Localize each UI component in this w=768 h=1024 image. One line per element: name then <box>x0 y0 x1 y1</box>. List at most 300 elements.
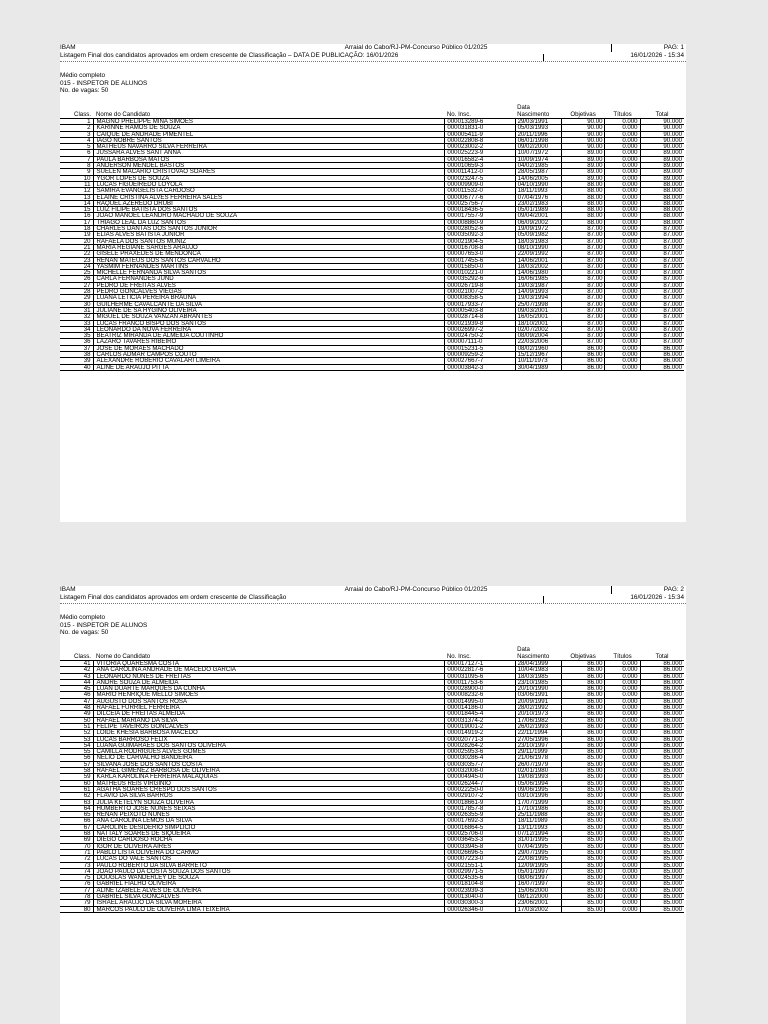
class-cell: 69 <box>60 837 94 843</box>
name-cell: LUCAS FRANCO BISPO DOS SANTOS <box>94 320 445 326</box>
insc-cell: 000021551-1 <box>445 862 515 868</box>
class-cell: 71 <box>60 849 94 855</box>
insc-cell: 000008860-9 <box>445 219 515 225</box>
birth-cell: 28/02/1992 <box>515 705 561 711</box>
col-tit: Títulos <box>605 101 640 119</box>
name-cell: GISELE PRAXEDES DE MENDONCA <box>94 251 445 257</box>
name-cell: RENAN MATEUS DOS SANTOS CARVALHO <box>94 257 445 263</box>
class-cell: 62 <box>60 793 94 799</box>
insc-cell: 000018436-5 <box>445 207 515 213</box>
class-cell: 56 <box>60 755 94 761</box>
tit-cell: 0.000 <box>605 849 640 855</box>
birth-cell: 07/04/1976 <box>515 194 561 200</box>
name-cell: THIAGO LEAL DA LUZ SANTOS <box>94 219 445 225</box>
insc-cell: 000025953-6 <box>445 749 515 755</box>
tit-cell: 0.000 <box>605 717 640 723</box>
header-rule <box>60 61 686 62</box>
name-cell: AGATHA SOARES CRESPO DOS SANTOS <box>94 786 445 792</box>
total-cell: 87.000 <box>640 301 684 307</box>
total-cell: 90.000 <box>640 131 684 137</box>
birth-cell: 09/04/2001 <box>515 213 561 219</box>
total-cell: 88.000 <box>640 207 684 213</box>
insc-cell: 000008358-5 <box>445 295 515 301</box>
total-cell: 86.000 <box>640 686 684 692</box>
birth-cell: 03/06/1991 <box>515 692 561 698</box>
name-cell: VITORIA QUARESMA COSTA <box>94 661 445 667</box>
obj-cell: 88.00 <box>561 200 605 206</box>
tit-cell: 0.000 <box>605 156 640 162</box>
name-cell: PAULA BARBOSA MATOS <box>94 156 445 162</box>
tit-cell: 0.000 <box>605 887 640 893</box>
insc-cell: 000026719-8 <box>445 282 515 288</box>
insc-cell: 000026346-0 <box>445 906 515 912</box>
total-cell: 85.000 <box>640 862 684 868</box>
insc-cell: 000007653-0 <box>445 251 515 257</box>
name-cell: LUIZ FILIPE BATISTA DOS SANTOS <box>94 207 445 213</box>
col-class: Class. <box>60 643 94 661</box>
results-table <box>60 101 684 371</box>
tit-cell: 0.000 <box>605 900 640 906</box>
birth-cell: 08/02/1960 <box>515 345 561 351</box>
name-cell: CAROLINE DESIDERIO SIMPLICIO <box>94 824 445 830</box>
total-cell: 85.000 <box>640 755 684 761</box>
birth-cell: 17/10/1986 <box>515 805 561 811</box>
tit-cell: 0.000 <box>605 364 640 370</box>
tit-cell: 0.000 <box>605 906 640 912</box>
table-row <box>60 364 684 370</box>
insc-cell: 000017692-3 <box>445 818 515 824</box>
birth-cell: 05/01/1997 <box>515 868 561 874</box>
table-header-row <box>60 643 684 661</box>
insc-cell: 000036453-3 <box>445 837 515 843</box>
class-cell: 11 <box>60 181 94 187</box>
birth-cell: 03/10/1996 <box>515 793 561 799</box>
insc-cell: 000026696-5 <box>445 849 515 855</box>
tit-cell: 0.000 <box>605 730 640 736</box>
tit-cell: 0.000 <box>605 868 640 874</box>
total-cell: 88.000 <box>640 200 684 206</box>
birth-cell: 29/11/1999 <box>515 749 561 755</box>
class-cell: 76 <box>60 881 94 887</box>
birth-cell: 18/10/2001 <box>515 320 561 326</box>
class-cell: 59 <box>60 774 94 780</box>
birth-cell: 14/06/2001 <box>515 257 561 263</box>
class-cell: 25 <box>60 270 94 276</box>
name-cell: LEONARDO NUNES DE FREITAS <box>94 673 445 679</box>
birth-cell: 09/02/2000 <box>515 144 561 150</box>
obj-cell: 86.00 <box>561 723 605 729</box>
class-cell: 14 <box>60 200 94 206</box>
name-cell: GABRIEL SILVA GONCALVES <box>94 893 445 899</box>
class-cell: 39 <box>60 358 94 364</box>
obj-cell: 87.00 <box>561 307 605 313</box>
birth-cell: 26/02/1993 <box>515 723 561 729</box>
birth-cell: 14/06/1980 <box>515 270 561 276</box>
birth-cell: 02/07/2002 <box>515 326 561 332</box>
obj-cell: 87.00 <box>561 333 605 339</box>
insc-cell: 000022808-8 <box>445 137 515 143</box>
tit-cell: 0.000 <box>605 200 640 206</box>
class-cell: 27 <box>60 282 94 288</box>
position-info <box>60 614 686 637</box>
insc-cell: 000025223-9 <box>445 150 515 156</box>
birth-cell: 05/03/1993 <box>515 125 561 131</box>
class-cell: 2 <box>60 125 94 131</box>
name-cell: MAGNO PHELIPPE MINA SIMOES <box>94 119 445 125</box>
tit-cell: 0.000 <box>605 679 640 685</box>
tit-cell: 0.000 <box>605 768 640 774</box>
obj-cell: 87.00 <box>561 276 605 282</box>
header-divider <box>543 596 544 603</box>
tit-cell: 0.000 <box>605 358 640 364</box>
class-cell: 61 <box>60 786 94 792</box>
name-cell: LEONARDO DA NOVA FERREIRA <box>94 326 445 332</box>
insc-cell: 000028714-8 <box>445 314 515 320</box>
total-cell: 86.000 <box>640 692 684 698</box>
class-cell: 16 <box>60 213 94 219</box>
insc-cell: 000003842-3 <box>445 364 515 370</box>
birth-cell: 21/06/1978 <box>515 755 561 761</box>
tit-cell: 0.000 <box>605 345 640 351</box>
insc-cell: 000014995-0 <box>445 698 515 704</box>
class-cell: 54 <box>60 742 94 748</box>
tit-cell: 0.000 <box>605 805 640 811</box>
birth-cell: 09/03/2001 <box>515 307 561 313</box>
obj-cell: 87.00 <box>561 251 605 257</box>
name-cell: KARINNE RAMOS DE SOUZA <box>94 125 445 131</box>
tit-cell: 0.000 <box>605 339 640 345</box>
obj-cell: 86.00 <box>561 698 605 704</box>
obj-cell: 85.00 <box>561 887 605 893</box>
name-cell: FLAVIO DA SILVA BARROS <box>94 793 445 799</box>
class-cell: 41 <box>60 661 94 667</box>
name-cell: JOAO PAULO DA COSTA SOUZA DOS SANTOS <box>94 868 445 874</box>
total-cell: 90.000 <box>640 137 684 143</box>
birth-cell: 25/07/1998 <box>515 301 561 307</box>
class-cell: 8 <box>60 163 94 169</box>
vacancies-count: No. de vagas: 50 <box>60 629 109 637</box>
insc-cell: 000030300-3 <box>445 900 515 906</box>
table-row <box>60 906 684 912</box>
class-cell: 40 <box>60 364 94 370</box>
obj-cell: 90.00 <box>561 131 605 137</box>
total-cell: 87.000 <box>640 232 684 238</box>
col-insc: No. Insc. <box>445 643 515 661</box>
insc-cell: 000025756-7 <box>445 200 515 206</box>
total-cell: 88.000 <box>640 219 684 225</box>
insc-cell: 000022817-6 <box>445 667 515 673</box>
birth-cell: 22/08/1995 <box>515 856 561 862</box>
obj-cell: 89.00 <box>561 169 605 175</box>
birth-cell: 14/09/1993 <box>515 289 561 295</box>
obj-cell: 88.00 <box>561 213 605 219</box>
total-cell: 90.000 <box>640 144 684 150</box>
birth-cell: 04/10/1990 <box>515 181 561 187</box>
insc-cell: 000019001-2 <box>445 723 515 729</box>
birth-cell: 08/12/2000 <box>515 893 561 899</box>
class-cell: 72 <box>60 856 94 862</box>
insc-cell: 000026244-7 <box>445 780 515 786</box>
obj-cell: 86.00 <box>561 717 605 723</box>
tit-cell: 0.000 <box>605 799 640 805</box>
tit-cell: 0.000 <box>605 736 640 742</box>
birth-cell: 16/05/2001 <box>515 314 561 320</box>
insc-cell: 000026355-9 <box>445 812 515 818</box>
class-cell: 78 <box>60 893 94 899</box>
obj-cell: 86.00 <box>561 345 605 351</box>
birth-cell: 28/04/1999 <box>515 661 561 667</box>
total-cell: 87.000 <box>640 333 684 339</box>
total-cell: 87.000 <box>640 263 684 269</box>
name-cell: MARCOS PAULO DE OLIVEIRA LIMA TEIXEIRA <box>94 906 445 912</box>
class-cell: 58 <box>60 768 94 774</box>
header-divider <box>611 586 612 594</box>
total-cell: 85.000 <box>640 856 684 862</box>
insc-cell: 000020771-3 <box>445 736 515 742</box>
obj-cell: 89.00 <box>561 175 605 181</box>
total-cell: 85.000 <box>640 843 684 849</box>
tit-cell: 0.000 <box>605 181 640 187</box>
tit-cell: 0.000 <box>605 295 640 301</box>
col-tit: Títulos <box>605 643 640 661</box>
print-datetime: 16/01/2026 - 15:34 <box>630 51 684 59</box>
class-cell: 18 <box>60 226 94 232</box>
name-cell: MATHEUS REIS VIRGINIO <box>94 780 445 786</box>
birth-cell: 16/06/1985 <box>515 276 561 282</box>
insc-cell: 000010221-0 <box>445 270 515 276</box>
total-cell: 85.000 <box>640 780 684 786</box>
class-cell: 64 <box>60 805 94 811</box>
insc-cell: 000028264-2 <box>445 742 515 748</box>
tit-cell: 0.000 <box>605 686 640 692</box>
tit-cell: 0.000 <box>605 780 640 786</box>
total-cell: 89.000 <box>640 150 684 156</box>
birth-cell: 07/12/1994 <box>515 831 561 837</box>
position-name: 015 - INSPETOR DE ALUNOS <box>60 79 148 87</box>
birth-cell: 22/11/1994 <box>515 730 561 736</box>
obj-cell: 85.00 <box>561 875 605 881</box>
obj-cell: 87.00 <box>561 232 605 238</box>
org-name: IBAM <box>60 586 76 593</box>
name-cell: GUILHERME CAVALCANTE DA SILVA <box>94 301 445 307</box>
total-cell: 88.000 <box>640 194 684 200</box>
tit-cell: 0.000 <box>605 824 640 830</box>
insc-cell: 000013289-6 <box>445 119 515 125</box>
class-cell: 50 <box>60 717 94 723</box>
insc-cell: 000028052-6 <box>445 226 515 232</box>
insc-cell: 000009909-0 <box>445 181 515 187</box>
birth-cell: 18/03/2002 <box>515 263 561 269</box>
birth-cell: 13/11/1993 <box>515 824 561 830</box>
obj-cell: 89.00 <box>561 150 605 156</box>
insc-cell: 000016864-5 <box>445 824 515 830</box>
obj-cell: 85.00 <box>561 900 605 906</box>
name-cell: RAFAEL FURRIEL FERREIRA <box>94 705 445 711</box>
class-cell: 52 <box>60 730 94 736</box>
obj-cell: 87.00 <box>561 238 605 244</box>
insc-cell: 000016708-8 <box>445 244 515 250</box>
tit-cell: 0.000 <box>605 238 640 244</box>
insc-cell: 000035092-3 <box>445 232 515 238</box>
insc-cell: 000029971-5 <box>445 868 515 874</box>
class-cell: 38 <box>60 351 94 357</box>
total-cell: 87.000 <box>640 276 684 282</box>
insc-cell: 000011412-0 <box>445 169 515 175</box>
name-cell: NATTALY SOARES DE SIQUEIRA <box>94 831 445 837</box>
total-cell: 86.000 <box>640 730 684 736</box>
tit-cell: 0.000 <box>605 793 640 799</box>
insc-cell: 000018104-8 <box>445 881 515 887</box>
class-cell: 10 <box>60 175 94 181</box>
tit-cell: 0.000 <box>605 351 640 357</box>
total-cell: 85.000 <box>640 837 684 843</box>
insc-cell: 000027667-7 <box>445 358 515 364</box>
total-cell: 85.000 <box>640 793 684 799</box>
class-cell: 17 <box>60 219 94 225</box>
class-cell: 3 <box>60 131 94 137</box>
class-cell: 49 <box>60 711 94 717</box>
insc-cell: 000023002-2 <box>445 144 515 150</box>
tit-cell: 0.000 <box>605 257 640 263</box>
insc-cell: 000023247-5 <box>445 175 515 181</box>
total-cell: 90.000 <box>640 119 684 125</box>
birth-cell: 09/06/1995 <box>515 786 561 792</box>
total-cell: 87.000 <box>640 320 684 326</box>
insc-cell: 000031831-0 <box>445 125 515 131</box>
name-cell: RENAN PEIXOTO NUNES <box>94 812 445 818</box>
name-cell: PABLO LISTA OLIVEIRA DO CARMO <box>94 849 445 855</box>
class-cell: 28 <box>60 289 94 295</box>
position-info <box>60 72 686 95</box>
total-cell: 85.000 <box>640 774 684 780</box>
total-cell: 85.000 <box>640 768 684 774</box>
insc-cell: 000011532-0 <box>445 188 515 194</box>
header-divider <box>611 44 612 52</box>
obj-cell: 86.00 <box>561 749 605 755</box>
obj-cell: 86.00 <box>561 686 605 692</box>
obj-cell: 89.00 <box>561 156 605 162</box>
total-cell: 86.000 <box>640 723 684 729</box>
document-page-2 <box>60 586 686 1024</box>
tit-cell: 0.000 <box>605 667 640 673</box>
class-cell: 24 <box>60 263 94 269</box>
obj-cell: 85.00 <box>561 881 605 887</box>
total-cell: 87.000 <box>640 251 684 257</box>
total-cell: 86.000 <box>640 742 684 748</box>
table-header-row <box>60 101 684 119</box>
total-cell: 88.000 <box>640 181 684 187</box>
tit-cell: 0.000 <box>605 818 640 824</box>
insc-cell: 000017455-6 <box>445 257 515 263</box>
class-cell: 12 <box>60 188 94 194</box>
tit-cell: 0.000 <box>605 232 640 238</box>
total-cell: 87.000 <box>640 339 684 345</box>
total-cell: 86.000 <box>640 358 684 364</box>
class-cell: 77 <box>60 887 94 893</box>
class-cell: 43 <box>60 673 94 679</box>
name-cell: MARIA REGIANE SARGES ARAUJO <box>94 244 445 250</box>
col-birth: Data Nascimento <box>515 643 561 661</box>
tit-cell: 0.000 <box>605 755 640 761</box>
insc-cell: 000032008-0 <box>445 768 515 774</box>
page-header <box>60 44 686 66</box>
tit-cell: 0.000 <box>605 723 640 729</box>
obj-cell: 85.00 <box>561 761 605 767</box>
obj-cell: 88.00 <box>561 188 605 194</box>
name-cell: ANA CAROLINA ANDRADE DE MACEDO GARCIA <box>94 667 445 673</box>
obj-cell: 86.00 <box>561 358 605 364</box>
name-cell: MARIO HENRIQUE MELLO SIMOES <box>94 692 445 698</box>
name-cell: PEDRO GONCALVES VIEGAS <box>94 289 445 295</box>
class-cell: 21 <box>60 244 94 250</box>
name-cell: ANA CAROLINA LEMOS DA SILVA <box>94 818 445 824</box>
insc-cell: 000021904-5 <box>445 238 515 244</box>
tit-cell: 0.000 <box>605 137 640 143</box>
tit-cell: 0.000 <box>605 150 640 156</box>
obj-cell: 90.00 <box>561 125 605 131</box>
tit-cell: 0.000 <box>605 326 640 332</box>
obj-cell: 86.00 <box>561 742 605 748</box>
table-body <box>60 661 684 913</box>
name-cell: JOAO MANOEL LEANDRO MACHADO DE SOUZA <box>94 213 445 219</box>
name-cell: ELAINE CRISTINA ALVES FERREIRA SALES <box>94 194 445 200</box>
total-cell: 86.000 <box>640 345 684 351</box>
tit-cell: 0.000 <box>605 698 640 704</box>
total-cell: 87.000 <box>640 270 684 276</box>
tit-cell: 0.000 <box>605 175 640 181</box>
class-cell: 73 <box>60 862 94 868</box>
name-cell: LAZARO TAVARES RIBEIRO <box>94 339 445 345</box>
total-cell: 85.000 <box>640 887 684 893</box>
class-cell: 57 <box>60 761 94 767</box>
class-cell: 79 <box>60 900 94 906</box>
obj-cell: 86.00 <box>561 705 605 711</box>
name-cell: AUGUSTO DOS SANTOS ROSA <box>94 698 445 704</box>
name-cell: JOSE DE MORAES MACHADO <box>94 345 445 351</box>
birth-cell: 17/06/1982 <box>515 717 561 723</box>
name-cell: LUAN DUARTE MARQUES DA CUNHA <box>94 686 445 692</box>
vacancies-count: No. de vagas: 50 <box>60 87 109 95</box>
birth-cell: 15/06/2000 <box>515 887 561 893</box>
birth-cell: 05/01/1989 <box>515 207 561 213</box>
tit-cell: 0.000 <box>605 761 640 767</box>
total-cell: 85.000 <box>640 761 684 767</box>
name-cell: CHARLES DANTAS DOS SANTOS JUNIOR <box>94 226 445 232</box>
birth-cell: 20/11/1996 <box>515 131 561 137</box>
birth-cell: 07/04/1995 <box>515 843 561 849</box>
class-cell: 47 <box>60 698 94 704</box>
tit-cell: 0.000 <box>605 774 640 780</box>
name-cell: DOUGLAS WANDERLEY DE SOUZA <box>94 875 445 881</box>
tit-cell: 0.000 <box>605 320 640 326</box>
total-cell: 86.000 <box>640 717 684 723</box>
tit-cell: 0.000 <box>605 213 640 219</box>
class-cell: 19 <box>60 232 94 238</box>
insc-cell: 000005411-9 <box>445 131 515 137</box>
name-cell: PAULO ROBERTO DA SILVA BARRETO <box>94 862 445 868</box>
birth-cell: 10/11/1973 <box>515 358 561 364</box>
tit-cell: 0.000 <box>605 742 640 748</box>
birth-cell: 18/11/1989 <box>515 818 561 824</box>
name-cell: PEDRO DE FREITAS ALVES <box>94 282 445 288</box>
birth-cell: 17/07/1999 <box>515 799 561 805</box>
insc-cell: 000018661-9 <box>445 799 515 805</box>
tit-cell: 0.000 <box>605 673 640 679</box>
education-level: Médio completo <box>60 614 106 621</box>
listing-subtitle: Listagem Final dos candidatos aprovados em ordem crescente de Classificação <box>60 593 287 601</box>
total-cell: 86.000 <box>640 351 684 357</box>
class-cell: 65 <box>60 812 94 818</box>
